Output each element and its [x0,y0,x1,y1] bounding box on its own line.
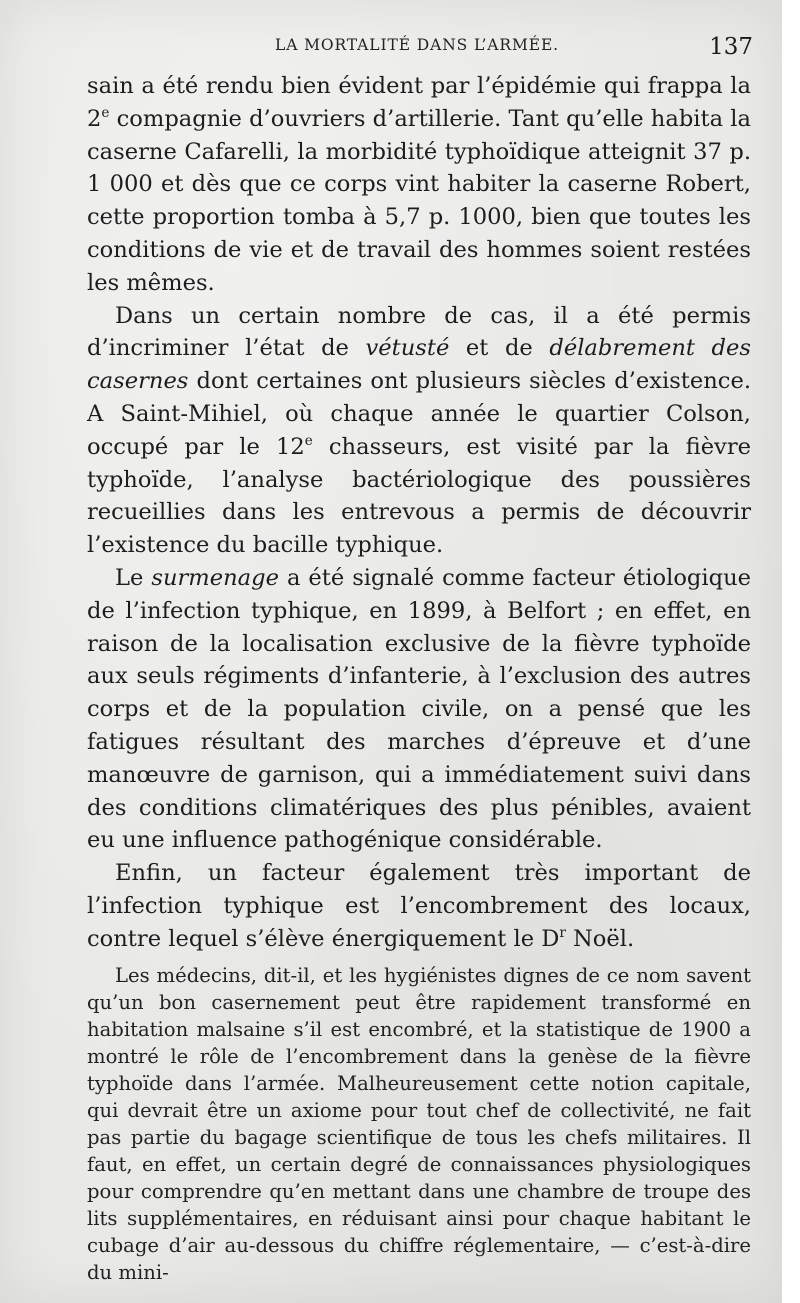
paragraph-2-text-a: Dans un certain nombre de cas, il a été permis d’incriminer l’état de [87,302,751,362]
paragraph-3-text-a: Le [115,564,152,591]
quote-paragraph: Les médecins, dit-il, et les hygiénistes dignes de ce nom savent qu’un bon casernement peut être rapidement transformé en habitation malsaine s’il est encombré, et la statistique de 1900 a montré le rôle de l’encombrement dans la genèse de la fièvre typhoïde dans l’armée. Malheureusement cette notion capitale, qui devrait être un axiome pour tout chef de collectivité, ne fait pas partie du bagage scientifique de tous les chefs militaires. Il faut, en effet, un certain degré de connaissances physiologiques pour comprendre qu’en mettant dans une chambre de troupe des lits supplémentaires, en réduisant ainsi pour chaque habitant le cubage d’air au-dessous du chiffre réglementaire, — c’est-à-dire du mini- [87,964,751,1284]
paragraph-4-text-b: Noël. [565,925,635,952]
paragraph-1-superscript: e [101,104,110,121]
running-title: LA MORTALITÉ DANS L’ARMÉE. [275,36,559,54]
main-text [87,70,751,956]
quoted-passage [87,962,751,1286]
paragraph-4 [87,857,751,955]
page-number: 137 [709,34,753,60]
scan-margin [782,0,800,1303]
paragraph-1-text-a: sain a été rendu bien évident par l’épidémie qui frappa la 2 [87,73,751,132]
paragraph-2-text-c: dont certaines ont plusieurs siècles d’existence. A Saint-Mihiel, où chaque année le quartier Colson, occupé par le 12 [87,368,751,460]
paragraph-2-italic-delabrement: délabrement des casernes [87,335,751,395]
paragraph-2-text-b: et de [449,335,550,362]
paragraph-3 [87,562,751,857]
paragraph-1 [87,70,751,300]
paragraph-2-italic-vetuste: vétusté [365,335,450,362]
paragraph-1-text-b: compagnie d’ouvriers d’artillerie. Tant qu’elle habita la caserne Cafarelli, la morbidité typhoïdique atteignit 37 p. 1 000 et dès que ce corps vint habiter la caserne Robert, cette proportion tomba à 5,7 p. 1000, bien que toutes les conditions de vie et de travail des hommes soient restées les mêmes. [87,105,751,296]
paragraph-2-text-d: chasseurs, est visité par la fièvre typhoïde, l’analyse bactériologique des poussières recueillies dans les entrevous a permis de découvrir l’existence du bacille typhique. [87,433,751,559]
paragraph-4-superscript: r [559,924,566,941]
running-head [95,34,753,64]
paragraph-2-superscript: e [304,432,313,449]
paragraph-4-text-a: Enfin, un facteur également très important de l’infection typhique est l’encombrement des locaux, contre lequel s’élève énergiquement le D [87,860,751,952]
paragraph-3-italic-surmenage: surmenage [151,564,279,591]
paragraph-2 [87,300,751,562]
paragraph-3-text-b: a été signalé comme facteur étiologique de l’infection typhique, en 1899, à Belfort ; en effet, en raison de la localisation exclusive de la fièvre typhoïde aux seuls régiments d’infanterie, à l’exclusion des autres corps et de la population civile, on a pensé que les fatigues résultant des marches d’épreuve et d’une manœuvre de garnison, qui a immédiatement suivi dans des conditions climatériques des plus pénibles, avaient eu une influence pathogénique considérable. [87,564,751,854]
